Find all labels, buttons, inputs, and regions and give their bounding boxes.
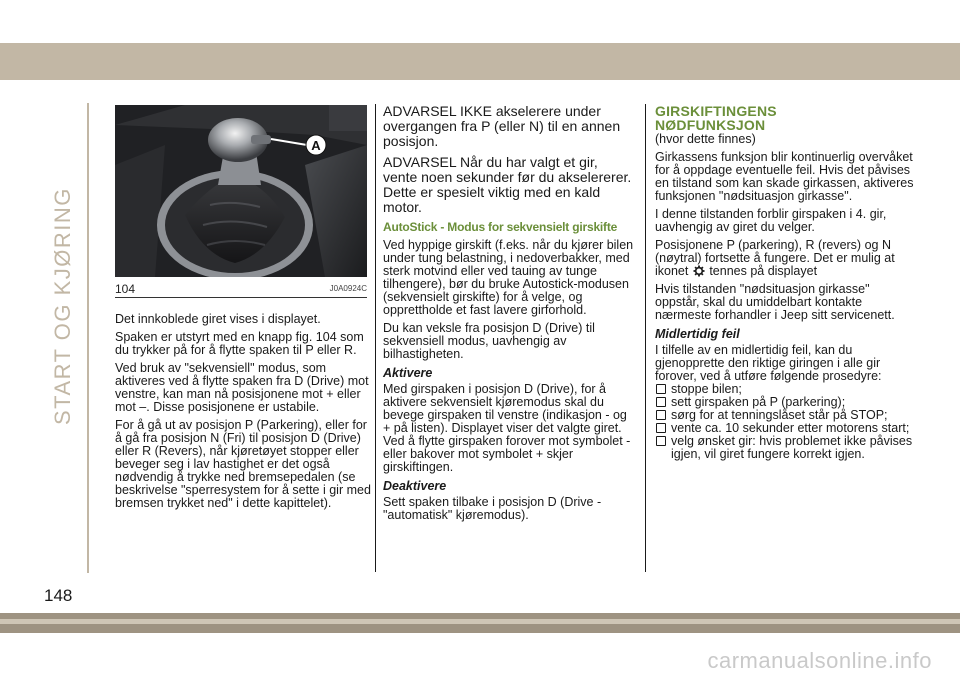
footer-stripe — [0, 619, 960, 624]
paragraph: Hvis tilstanden "nødsituasjon girkasse" oppstår, skal du umiddelbart kontakte nærmeste forhandler i Jeep sitt servicenett. — [655, 282, 895, 322]
paragraph: Girkassens funksjon blir kontinuerlig overvåket for å oppdage eventuelle feil. Hvis det påvises en tilstand som kan skade girkassen, aktiveres funksjonen "nødsituasjon girkasse". — [655, 150, 914, 203]
column-divider — [375, 104, 376, 572]
paragraph: Ved bruk av "sekvensiell" modus, som aktiveres ved å flytte spaken fra D (Drive) mot venstre, kan man nå posisjonene mot + eller mot –. Disse posisjonene er ustabile. — [115, 361, 369, 414]
header-band — [0, 43, 960, 80]
paragraph: Sett spaken tilbake i posisjon D (Drive - "automatisk" kjøremodus). — [383, 495, 602, 522]
procedure-list — [655, 383, 917, 461]
figure-number: 104 — [115, 282, 136, 296]
watermark: carmanualsonline.info — [707, 648, 932, 673]
section-heading — [655, 104, 917, 132]
list-item — [655, 435, 917, 461]
gear-lever-photo — [115, 105, 367, 277]
list-item-text: vente ca. 10 sekunder etter motorens start; — [671, 421, 910, 435]
checkbox-square-icon — [656, 397, 666, 407]
section-heading-line: GIRSKIFTINGENS — [655, 103, 777, 119]
column-divider — [645, 104, 646, 572]
warning-text: ADVARSEL Når du har valgt et gir, vente noen sekunder før du akselererer. Dette er spesielt viktig med en kald motor. — [383, 154, 632, 215]
column-1 — [115, 313, 373, 515]
list-item-text: sørg for at tenningslåset står på STOP; — [671, 408, 888, 422]
figure-caption — [115, 282, 367, 296]
checkbox-square-icon — [656, 436, 666, 446]
column-2 — [383, 104, 635, 527]
gear-warning-icon — [693, 265, 705, 277]
paragraph: For å gå ut av posisjon P (Parkering), eller for å gå fra posisjon N (Fri) til posisjon D (Drive) eller R (Revers), når kjøretøyet stopper eller beveger seg i lav hastighet er det også nødvendig å trykke ned bremsepedalen (se beskrivelse "sperresystem for å sette i gir med bremsen trykket ned" i dette kapittelet). — [115, 418, 371, 510]
warning-text: ADVARSEL IKKE akselerere under overgangen fra P (eller N) til en annen posisjon. — [383, 103, 621, 149]
figure-rule — [115, 297, 367, 298]
minor-heading: Midlertidig feil — [655, 327, 740, 341]
footer-band — [0, 613, 960, 633]
section-heading-line: NØDFUNKSJON — [655, 117, 766, 133]
minor-heading: Deaktivere — [383, 479, 447, 493]
list-item-text: sett girspaken på P (parkering); — [671, 395, 846, 409]
heading-note: (hvor dette finnes) — [655, 132, 756, 146]
checkbox-square-icon — [656, 384, 666, 394]
side-rule — [87, 103, 89, 573]
checkbox-square-icon — [656, 410, 666, 420]
paragraph: I denne tilstanden forblir girspaken i 4. gir, uavhengig av giret du velger. — [655, 207, 887, 234]
column-3 — [655, 104, 917, 461]
paragraph: Det innkoblede giret vises i displayet. — [115, 312, 321, 326]
paragraph: Ved hyppige girskift (f.eks. når du kjører bilen under tung belastning, i nedoverbakker, med sterk motvind eller ved tauing av tunge tilhengere), bør du bruke Autostick-modusen (sekvensielt girskifte) for å velge, og opprettholde et fast lavere girforhold. — [383, 238, 634, 317]
paragraph: Du kan veksle fra posisjon D (Drive) til sekvensiell modus, uavhengig av bilhastigheten. — [383, 321, 595, 361]
paragraph-text: tennes på displayet — [709, 264, 818, 278]
paragraph-text: Posisjonene P (parkering), R (revers) og N (nøytral) fortsette å fungere. Det er mulig at ikonet — [655, 238, 895, 278]
paragraph: I tilfelle av en midlertidig feil, kan du gjenopprette den riktige giringen i alle gir forover, ved å utføre følgende prosedyre: — [655, 343, 882, 383]
chapter-side-title: START OG KJØRING — [50, 187, 75, 425]
callout-label: A — [311, 138, 321, 153]
paragraph — [655, 239, 917, 278]
page-number: 148 — [44, 586, 73, 605]
minor-heading: Aktivere — [383, 366, 433, 380]
list-item-text: velg ønsket gir: hvis problemet ikke påvises igjen, vil giret fungere korrekt igjen. — [671, 434, 913, 461]
paragraph: Med girspaken i posisjon D (Drive), for å aktivere sekvensielt kjøremodus skal du bevege girspaken til venstre (indikasjon - og + på listen). Displayet viser det valgte giret. Ved å flytte girspaken forover mot symbolet - eller bakover mot symbolet + skjer girskiftingen. — [383, 382, 631, 474]
checkbox-square-icon — [656, 423, 666, 433]
list-item-text: stoppe bilen; — [671, 382, 742, 396]
section-subheading: AutoStick - Modus for sekvensielt girskifte — [383, 220, 618, 234]
figure-code: J0A0924C — [329, 284, 367, 293]
paragraph: Spaken er utstyrt med en knapp fig. 104 som du trykker på for å flytte spaken til P eller R. — [115, 330, 364, 357]
